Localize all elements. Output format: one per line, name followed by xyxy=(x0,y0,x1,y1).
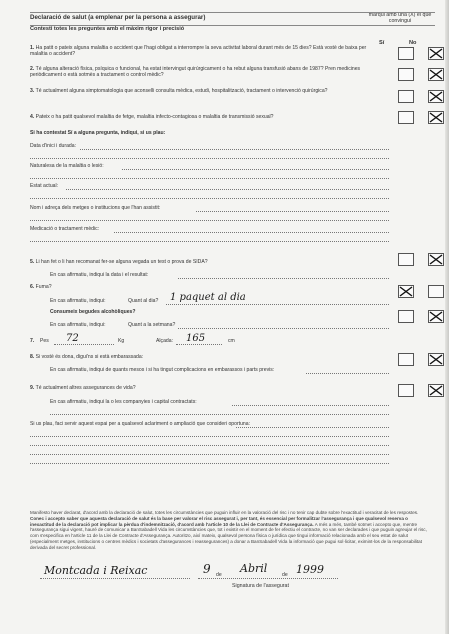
field-label-doctors: Nom i adreça dels metges o institucions que l'han assistit: xyxy=(30,205,161,211)
form-title: Declaració de salut (a emplenar per la persona a assegurar) xyxy=(30,14,206,21)
q8-si-checkbox[interactable] xyxy=(398,353,414,366)
footer-text-2: A més a més, també sotmet i accepto que, mentre l'assegurança sigui vigent, hauré de comunicar a BanSabadell Vida les circumstàncies que, tot i existir en el moment de fer efectiu el contracte, no van ser declarades i que puguin agreujar el risc, com s'especifica en l'article 11 de la Llei de Contracte d'Assegurança. Autoritzo, així mateix, qualsevol persona física o jurídica que tingui informació relacionada amb el seu estat de salut (especialment metges, institucions o centres mèdics i societats d'assegurances i reassegurances) a donar a BanSabadell Vida la informació que pugui sol·licitar, eximint-los de la responsabilitat derivada del secret professional. xyxy=(30,521,427,550)
column-si: Sí xyxy=(379,40,385,46)
q5-si-checkbox[interactable] xyxy=(398,253,414,266)
date-de-1: de xyxy=(216,572,222,578)
column-no: No xyxy=(409,40,417,46)
date-line[interactable] xyxy=(198,578,338,579)
field-label-start-date: Data d'inici i durada: xyxy=(30,143,76,149)
q9-no-checkbox[interactable] xyxy=(428,384,444,397)
handwritten-height: 165 xyxy=(186,333,206,344)
field-label-current-state: Estat actual: xyxy=(30,183,59,189)
q1-si-checkbox[interactable] xyxy=(398,47,414,60)
q8-no-checkbox[interactable] xyxy=(428,353,444,366)
cross-mark-icon xyxy=(429,112,443,123)
if-yes-heading: Si ha contestat Sí a alguna pregunta, indiqui, si us plau: xyxy=(30,130,166,136)
observations-line[interactable] xyxy=(30,436,389,437)
title-rule xyxy=(30,25,435,26)
question-1 xyxy=(30,45,380,58)
cross-mark-icon xyxy=(429,385,443,396)
q4-no-checkbox[interactable] xyxy=(428,111,444,124)
weight-line[interactable] xyxy=(54,344,114,345)
field-label-medication: Medicació o tractament mèdic: xyxy=(30,226,100,232)
question-text: Li han fet o li han recomanat fer-se alguna vegada un test o prova de SIDA? xyxy=(35,259,208,265)
q2-no-checkbox[interactable] xyxy=(428,68,444,81)
question-2 xyxy=(30,66,380,79)
question-text: Té actualment alguna simptomatologia que aconselli consulta mèdica, estudi, hospitalització, tractament o intervenció quirúrgica? xyxy=(35,88,328,94)
question-text: Si vostè és dona, digui'ns si està embarassada: xyxy=(35,354,144,360)
field-line[interactable] xyxy=(178,278,389,279)
q6-alcohol-sub-label: En cas afirmatiu, indiqui: xyxy=(50,322,106,328)
field-line[interactable] xyxy=(30,178,389,179)
field-line[interactable] xyxy=(30,198,389,199)
field-line[interactable] xyxy=(50,414,389,415)
field-line[interactable] xyxy=(30,220,389,221)
field-line[interactable] xyxy=(30,158,389,159)
signature-caption: Signatura de l'assegurat xyxy=(232,583,289,589)
question-number: 5. xyxy=(30,259,35,265)
question-8 xyxy=(30,354,380,360)
question-text: Pateix o ha patit qualsevol malaltia de fetge, malaltia infecto-contagiosa o malaltia de transmissió sexual? xyxy=(35,114,274,120)
question-3 xyxy=(30,88,380,94)
height-line[interactable] xyxy=(176,344,222,345)
field-line[interactable] xyxy=(114,232,389,233)
observations-line[interactable] xyxy=(30,463,389,464)
question-5 xyxy=(30,259,380,265)
weight-unit: Kg xyxy=(118,338,125,344)
q6-alcohol-no-checkbox[interactable] xyxy=(428,310,444,323)
cross-mark-icon xyxy=(429,48,443,59)
top-rule xyxy=(30,12,435,13)
scan-edge-shadow xyxy=(445,0,449,634)
question-text: Té alguna alteració física, psíquica o funcional, ha estat intervingut quirúrgicament o ha rebut alguna transfusió abans de 1987? Pren medicines periòdicament o està sotmès a tractament o control mèdic? xyxy=(30,66,361,79)
handwritten-place: Montcada i Reixac xyxy=(44,564,148,577)
question-number: 2. xyxy=(30,66,35,72)
footer-bold-text: Conec i accepto saber que aquesta declaració de salut és la base per valorar el risc assegurat i, per tant, és essencial per formalitzar l'assegurança i que qualsevol reserva o inexactitud de la declaració pot implicar la pèrdua d'indemnització, d'acord amb l'article 10 de la Llei de Contracte d'Assegurança. xyxy=(30,515,408,527)
question-number: 4. xyxy=(30,114,35,120)
q3-no-checkbox[interactable] xyxy=(428,90,444,103)
cross-mark-icon xyxy=(429,311,443,322)
weight-label: Pes xyxy=(40,338,49,344)
question-text: Ha patit o pateix alguna malaltia o accident que l'hagi obligat a interrompre la seva activitat laboral durant més de 15 dies? Està vostè de baixa per malaltia o accident? xyxy=(30,45,367,58)
q5-sub-label: En cas afirmatiu, indiqui la data i el resultat: xyxy=(50,272,149,278)
form-subtitle: Contesti totes les preguntes amb el màxim rigor i precisió xyxy=(30,26,185,32)
handwritten-day: 9 xyxy=(203,562,211,576)
q9-si-checkbox[interactable] xyxy=(398,384,414,397)
q1-no-checkbox[interactable] xyxy=(428,47,444,60)
mark-instruction: marqui amb una (X) el que convingui xyxy=(368,12,432,24)
field-line[interactable] xyxy=(232,405,389,406)
field-line[interactable] xyxy=(166,304,389,305)
field-line[interactable] xyxy=(66,189,389,190)
field-line[interactable] xyxy=(80,149,389,150)
q3-si-checkbox[interactable] xyxy=(398,90,414,103)
question-number: 3. xyxy=(30,88,35,94)
handwritten-year: 1999 xyxy=(296,563,324,576)
q6-per-week-label: Quant a la setmana? xyxy=(128,322,176,328)
q6-si-checkbox[interactable] xyxy=(398,285,414,298)
question-6 xyxy=(30,284,380,290)
q6-no-checkbox[interactable] xyxy=(428,285,444,298)
cross-mark-icon xyxy=(399,286,413,297)
handwritten-smoking-answer: 1 paquet al dia xyxy=(170,292,246,303)
place-line[interactable] xyxy=(40,578,190,579)
field-line[interactable] xyxy=(122,169,389,170)
handwritten-month: Abril xyxy=(240,562,268,575)
question-4 xyxy=(30,114,380,120)
observations-label: Si us plau, faci servir aquest espai per a qualsevol aclariment o ampliació que consideri oportuna: xyxy=(30,421,251,427)
question-number: 7. xyxy=(30,338,35,344)
question-number: 1. xyxy=(30,45,35,51)
field-line[interactable] xyxy=(306,373,389,374)
q8-sub-label: En cas afirmatiu, indiqui de quants mesos i si ha tingut complicacions en embarassos i parts previs: xyxy=(50,367,275,373)
q5-no-checkbox[interactable] xyxy=(428,253,444,266)
cross-mark-icon xyxy=(429,254,443,265)
field-line[interactable] xyxy=(196,211,389,212)
field-label-nature: Naturalesa de la malaltia o lesió: xyxy=(30,163,104,169)
question-number: 6. xyxy=(30,284,35,290)
footer-text-1: Manifesto haver declarat, d'acord amb la declaració de salut, totes les circumstàncies que puguin influir en la valoració del risc i no tenir cap dubte sobre l'exactitud i veracitat de les respostes. xyxy=(30,510,419,515)
height-label: Alçada: xyxy=(156,338,173,344)
field-line[interactable] xyxy=(178,328,389,329)
q6-sub-label: En cas afirmatiu, indiqui: xyxy=(50,298,106,304)
observations-line[interactable] xyxy=(236,427,389,428)
legal-footer xyxy=(30,510,431,551)
q9-sub-label: En cas afirmatiu, indiqui la o les companyies i capital contractats: xyxy=(50,399,197,405)
height-unit: cm xyxy=(228,338,235,344)
question-text: Fuma? xyxy=(35,284,52,290)
question-number: 9. xyxy=(30,385,35,391)
cross-mark-icon xyxy=(429,91,443,102)
q6-alcohol-si-checkbox[interactable] xyxy=(398,310,414,323)
q6-alcohol-question: Consumeix begudes alcohòliques? xyxy=(50,309,136,315)
field-line[interactable] xyxy=(30,241,389,242)
handwritten-weight: 72 xyxy=(66,333,79,344)
observations-line[interactable] xyxy=(30,454,389,455)
q2-si-checkbox[interactable] xyxy=(398,68,414,81)
observations-line[interactable] xyxy=(30,445,389,446)
q4-si-checkbox[interactable] xyxy=(398,111,414,124)
cross-mark-icon xyxy=(429,354,443,365)
date-de-2: de xyxy=(282,572,288,578)
question-text: Té actualment altres assegurances de vida? xyxy=(35,385,136,391)
q6-per-day-label: Quant al dia? xyxy=(128,298,159,304)
question-9 xyxy=(30,385,380,391)
question-number: 8. xyxy=(30,354,35,360)
cross-mark-icon xyxy=(429,69,443,80)
